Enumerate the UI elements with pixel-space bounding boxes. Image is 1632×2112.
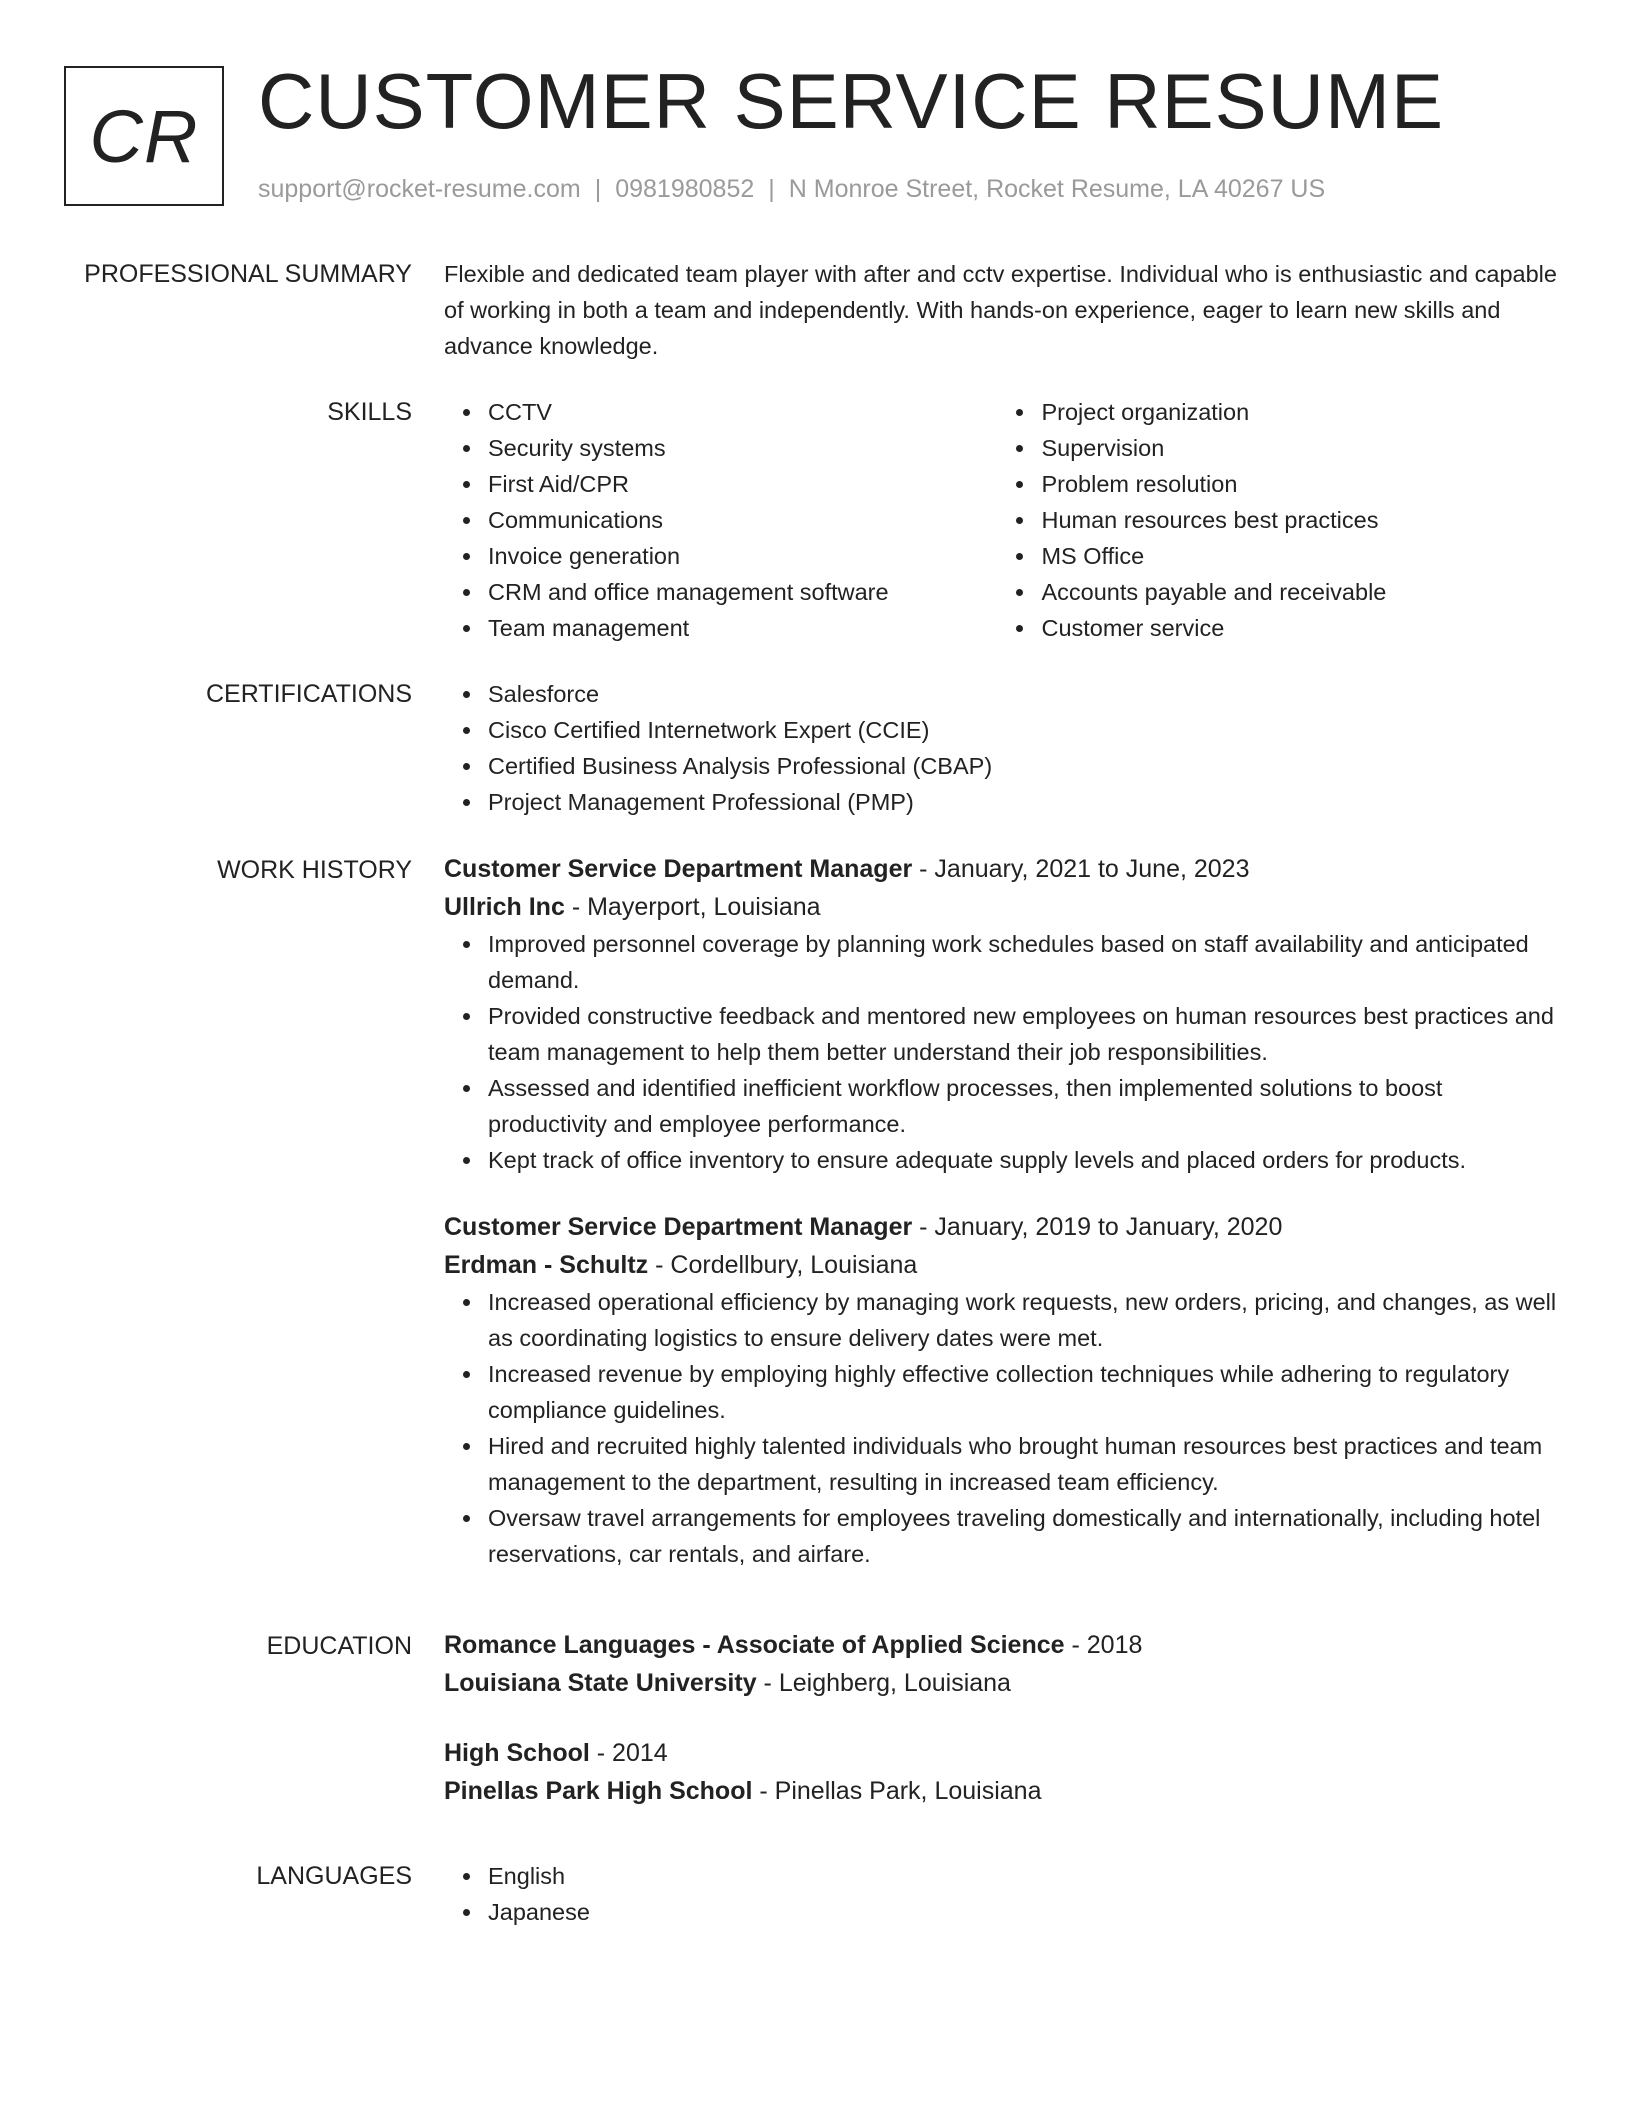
job-company-line xyxy=(444,888,1564,926)
skill-item: MS Office xyxy=(1041,538,1564,574)
job-bullet: Kept track of office inventory to ensure adequate supply levels and placed orders for products. xyxy=(488,1142,1564,1178)
work-history-body xyxy=(444,850,1564,1572)
certifications-list xyxy=(444,676,1564,820)
skill-item: CCTV xyxy=(488,394,997,430)
skill-item: Human resources best practices xyxy=(1041,502,1564,538)
education-school: Pinellas Park High School xyxy=(444,1777,753,1805)
education-school-line xyxy=(444,1772,1564,1810)
job-title: Customer Service Department Manager xyxy=(444,1213,913,1241)
job-entry xyxy=(444,850,1564,1178)
skill-item: Team management xyxy=(488,610,997,646)
certification-item: Project Management Professional (PMP) xyxy=(488,784,1564,820)
job-dates: - January, 2021 to June, 2023 xyxy=(912,855,1250,883)
education-entry xyxy=(444,1734,1564,1810)
skill-item: Communications xyxy=(488,502,997,538)
language-item: English xyxy=(488,1858,1564,1894)
contact-address: N Monroe Street, Rocket Resume, LA 40267 US xyxy=(788,175,1326,203)
contact-line xyxy=(258,172,1325,206)
education-degree: Romance Languages - Associate of Applied Science xyxy=(444,1631,1065,1659)
certification-item: Cisco Certified Internetwork Expert (CCIE) xyxy=(488,712,1564,748)
education-heading xyxy=(444,1626,1564,1664)
section-label-work: WORK HISTORY xyxy=(217,856,412,884)
skill-item: Supervision xyxy=(1041,430,1564,466)
skill-item: Problem resolution xyxy=(1041,466,1564,502)
section-label-education: EDUCATION xyxy=(266,1632,412,1660)
contact-email[interactable]: support@rocket-resume.com xyxy=(258,175,581,203)
skills-columns xyxy=(444,394,1564,646)
monogram-text: CR xyxy=(89,94,199,178)
job-company: Ullrich Inc xyxy=(444,893,565,921)
section-label-summary: PROFESSIONAL SUMMARY xyxy=(84,260,412,288)
job-location: - Cordellbury, Louisiana xyxy=(648,1251,918,1279)
skill-item: CRM and office management software xyxy=(488,574,997,610)
job-bullet: Oversaw travel arrangements for employees traveling domestically and internationally, including hotel reservations, car rentals, and airfare. xyxy=(488,1500,1564,1572)
languages-body xyxy=(444,1858,1564,1930)
education-entry xyxy=(444,1626,1564,1702)
education-location: - Leighberg, Louisiana xyxy=(756,1669,1011,1697)
job-bullets xyxy=(444,926,1564,1178)
monogram-logo xyxy=(64,66,224,206)
job-dates: - January, 2019 to January, 2020 xyxy=(912,1213,1283,1241)
certification-item: Salesforce xyxy=(488,676,1564,712)
job-bullet: Hired and recruited highly talented individuals who brought human resources best practices and team management to the department, resulting in increased team efficiency. xyxy=(488,1428,1564,1500)
section-label-skills: SKILLS xyxy=(327,398,412,426)
education-location: - Pinellas Park, Louisiana xyxy=(752,1777,1042,1805)
job-company: Erdman - Schultz xyxy=(444,1251,649,1279)
skill-item: Invoice generation xyxy=(488,538,997,574)
language-item: Japanese xyxy=(488,1894,1564,1930)
certification-item: Certified Business Analysis Professional (CBAP) xyxy=(488,748,1564,784)
job-bullet: Assessed and identified inefficient workflow processes, then implemented solutions to boost productivity and employee performance. xyxy=(488,1070,1564,1142)
skill-item: Customer service xyxy=(1041,610,1564,646)
job-bullet: Increased operational efficiency by managing work requests, new orders, pricing, and changes, as well as coordinating logistics to ensure delivery dates were met. xyxy=(488,1284,1564,1356)
job-entry xyxy=(444,1208,1564,1572)
education-school-line xyxy=(444,1664,1564,1702)
education-body xyxy=(444,1626,1564,1810)
summary-text: Flexible and dedicated team player with after and cctv expertise. Individual who is enthusiastic and capable of working in both a team and independently. With hands-on experience, eager to learn new skills and advance knowledge. xyxy=(444,261,1557,359)
job-bullet: Improved personnel coverage by planning work schedules based on staff availability and anticipated demand. xyxy=(488,926,1564,998)
section-label-languages: LANGUAGES xyxy=(256,1862,412,1890)
contact-phone[interactable]: 0981980852 xyxy=(615,175,755,203)
skills-list-right xyxy=(997,394,1564,646)
skill-item: Security systems xyxy=(488,430,997,466)
contact-separator: | xyxy=(768,175,775,203)
education-year: - 2018 xyxy=(1064,1631,1143,1659)
education-heading xyxy=(444,1734,1564,1772)
education-degree: High School xyxy=(444,1739,590,1767)
job-heading xyxy=(444,850,1564,888)
education-year: - 2014 xyxy=(589,1739,668,1767)
skill-item: Accounts payable and receivable xyxy=(1041,574,1564,610)
job-bullet: Provided constructive feedback and mentored new employees on human resources best practices and team management to help them better understand their job responsibilities. xyxy=(488,998,1564,1070)
certifications-body xyxy=(444,676,1564,820)
skill-item: Project organization xyxy=(1041,394,1564,430)
job-bullets xyxy=(444,1284,1564,1572)
skill-item: First Aid/CPR xyxy=(488,466,997,502)
job-heading xyxy=(444,1208,1564,1246)
resume-title: CUSTOMER SERVICE RESUME xyxy=(258,57,1444,145)
job-bullet: Increased revenue by employing highly effective collection techniques while adhering to regulatory compliance guidelines. xyxy=(488,1356,1564,1428)
job-company-line xyxy=(444,1246,1564,1284)
education-school: Louisiana State University xyxy=(444,1669,757,1697)
job-location: - Mayerport, Louisiana xyxy=(564,893,821,921)
contact-separator: | xyxy=(594,175,602,203)
section-label-certifications: CERTIFICATIONS xyxy=(205,680,412,708)
languages-list xyxy=(444,1858,1564,1930)
skills-list-left xyxy=(444,394,997,646)
job-title: Customer Service Department Manager xyxy=(444,855,913,883)
